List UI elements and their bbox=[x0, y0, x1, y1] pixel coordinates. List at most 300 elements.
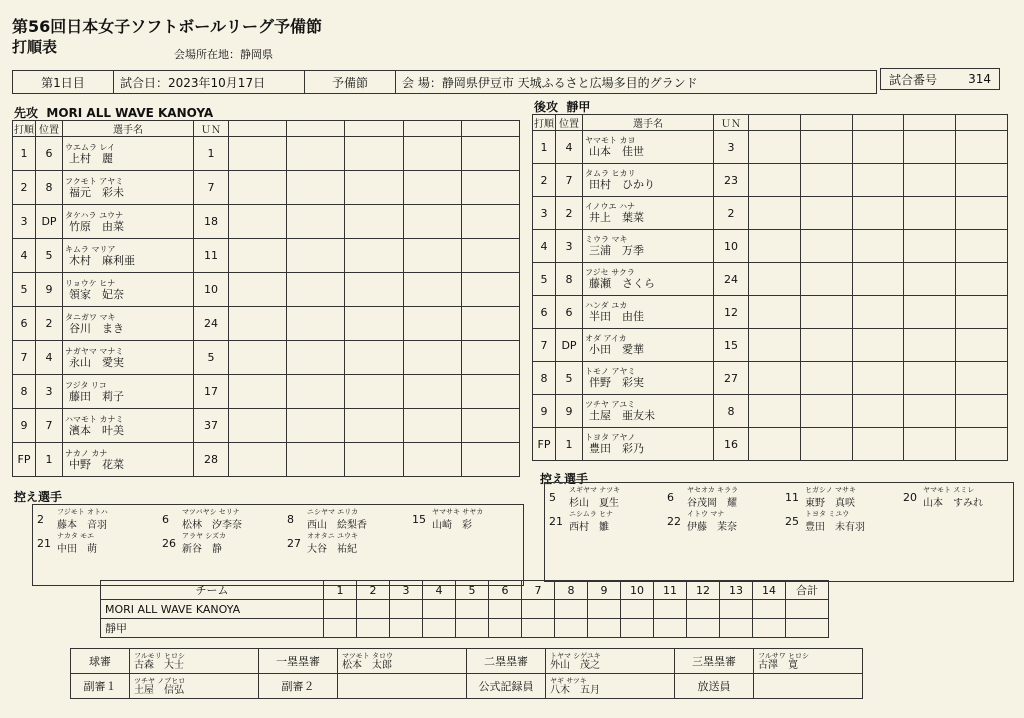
player-kana: ナガヤマ マナミ bbox=[65, 346, 124, 356]
player-kanji: 谷川 まき bbox=[69, 321, 124, 335]
player-name bbox=[63, 137, 194, 171]
inning-score bbox=[357, 619, 390, 638]
sub-player bbox=[162, 531, 281, 553]
sub1-umpire-kana: ツチヤ ノブヒロ bbox=[134, 676, 186, 685]
sub-number: 5 bbox=[549, 491, 556, 504]
inning-number: 3 bbox=[390, 581, 423, 600]
batting-order: 2 bbox=[533, 164, 556, 197]
table-row bbox=[13, 171, 520, 205]
player-name bbox=[63, 307, 194, 341]
inning-cell bbox=[749, 131, 801, 164]
inning-score bbox=[522, 619, 555, 638]
inning-score bbox=[456, 619, 489, 638]
inning-cell bbox=[904, 329, 956, 362]
batting-order: 3 bbox=[13, 205, 36, 239]
player-name bbox=[583, 230, 714, 263]
inning-cell bbox=[852, 197, 904, 230]
position: DP bbox=[556, 329, 583, 362]
first-umpire-label: 一塁塁審 bbox=[259, 649, 338, 674]
third-umpire-label: 三塁塁審 bbox=[675, 649, 754, 674]
player-kanji: 福元 彩未 bbox=[69, 185, 124, 199]
home-team-name: MORI ALL WAVE KANOYA bbox=[46, 106, 214, 120]
announcer-label: 放送員 bbox=[675, 674, 754, 699]
player-kanji: 土屋 亜友未 bbox=[589, 409, 655, 422]
inning-cell bbox=[403, 273, 461, 307]
player-kana: タムラ ヒカリ bbox=[585, 169, 636, 178]
sub-player bbox=[37, 507, 156, 529]
third-umpire bbox=[754, 649, 863, 674]
inning-cell bbox=[800, 362, 852, 395]
inning-score bbox=[423, 600, 456, 619]
batting-order: 7 bbox=[13, 341, 36, 375]
inning-cell bbox=[287, 171, 345, 205]
player-kana: ナカノ カナ bbox=[65, 448, 108, 458]
table-row bbox=[533, 197, 1008, 230]
home-subs-box bbox=[32, 504, 524, 586]
player-name bbox=[63, 273, 194, 307]
inning-cell bbox=[904, 131, 956, 164]
uniform-number: 23 bbox=[714, 164, 749, 197]
position: 4 bbox=[36, 341, 63, 375]
player-kanji: 田村 ひかり bbox=[589, 178, 655, 191]
sub-player bbox=[667, 485, 779, 507]
game-header bbox=[12, 70, 877, 94]
inning-number: 9 bbox=[588, 581, 621, 600]
player-kana: トヨタ アヤノ bbox=[585, 433, 636, 442]
position: 3 bbox=[556, 230, 583, 263]
sub-name: 山本 すみれ bbox=[923, 498, 983, 509]
inning-number: 11 bbox=[654, 581, 687, 600]
inning-cell bbox=[956, 395, 1008, 428]
un-col-header: ＵＮ bbox=[194, 121, 229, 137]
sub-number: 22 bbox=[667, 515, 681, 528]
inning-cell bbox=[287, 239, 345, 273]
inning-cell bbox=[904, 296, 956, 329]
inning-cell bbox=[345, 375, 403, 409]
batting-order: 8 bbox=[13, 375, 36, 409]
table-row bbox=[533, 164, 1008, 197]
inning-cell bbox=[229, 137, 287, 171]
first-umpire-name: 松本 太郎 bbox=[342, 659, 392, 671]
inning-cell bbox=[852, 164, 904, 197]
uniform-number: 10 bbox=[194, 273, 229, 307]
sub-number: 6 bbox=[162, 513, 169, 526]
inning-col-header bbox=[403, 121, 461, 137]
sub-player bbox=[412, 507, 531, 529]
inning-cell bbox=[800, 395, 852, 428]
inning-col-header bbox=[904, 115, 956, 131]
sub-player bbox=[903, 485, 1015, 507]
position: 8 bbox=[36, 171, 63, 205]
lineup-header-row bbox=[13, 121, 520, 137]
pos-col-header: 位置 bbox=[36, 121, 63, 137]
player-kana: フジセ サクラ bbox=[585, 268, 635, 277]
player-kana: イノウエ ハナ bbox=[585, 202, 636, 211]
uniform-number: 24 bbox=[194, 307, 229, 341]
sub-kana: トヨタ ミユウ bbox=[805, 510, 850, 518]
day-label: 第1日目 bbox=[41, 75, 85, 90]
inning-number: 13 bbox=[720, 581, 753, 600]
player-name bbox=[63, 375, 194, 409]
inning-score bbox=[555, 619, 588, 638]
total-score bbox=[786, 619, 829, 638]
sub-name: 中田 萌 bbox=[57, 544, 97, 555]
inning-cell bbox=[403, 341, 461, 375]
inning-cell bbox=[287, 375, 345, 409]
inning-score bbox=[489, 600, 522, 619]
inning-cell bbox=[345, 239, 403, 273]
inning-cell bbox=[956, 296, 1008, 329]
table-row bbox=[13, 409, 520, 443]
sub-player bbox=[785, 509, 897, 531]
inning-score bbox=[489, 619, 522, 638]
table-row bbox=[533, 329, 1008, 362]
player-kanji: 上村 麗 bbox=[69, 151, 113, 165]
inning-cell bbox=[229, 443, 287, 477]
name-col-header: 選手名 bbox=[583, 115, 714, 131]
away-subs-box bbox=[544, 482, 1014, 582]
inning-score bbox=[390, 600, 423, 619]
inning-cell bbox=[403, 307, 461, 341]
sub-name: 伊藤 茉奈 bbox=[687, 522, 737, 533]
table-row bbox=[13, 443, 520, 477]
player-kana: フジタ リコ bbox=[65, 380, 107, 390]
sub-player bbox=[287, 507, 406, 529]
sub-number: 6 bbox=[667, 491, 674, 504]
player-kana: キムラ マリア bbox=[65, 244, 116, 254]
inning-cell bbox=[403, 137, 461, 171]
inning-score bbox=[687, 619, 720, 638]
venue-prefecture: 会場所在地：静岡県 bbox=[174, 48, 273, 61]
sub-kana: フジモト オトハ bbox=[57, 508, 108, 516]
inning-score bbox=[588, 619, 621, 638]
position: 7 bbox=[36, 409, 63, 443]
sub-number: 27 bbox=[287, 537, 301, 550]
score-team-name: 靜甲 bbox=[101, 619, 324, 638]
position: 6 bbox=[556, 296, 583, 329]
scorer-name: 八木 五月 bbox=[550, 684, 600, 696]
section-cell bbox=[305, 71, 396, 93]
inning-cell bbox=[904, 263, 956, 296]
batting-order: 6 bbox=[13, 307, 36, 341]
sub-name: 松林 汐李奈 bbox=[182, 520, 242, 531]
inning-cell bbox=[403, 239, 461, 273]
inning-number: 2 bbox=[357, 581, 390, 600]
player-name bbox=[583, 329, 714, 362]
inning-cell bbox=[800, 263, 852, 296]
sub-kana: ニシヤマ エリカ bbox=[307, 508, 359, 516]
position: 5 bbox=[556, 362, 583, 395]
second-umpire-label: 二塁塁審 bbox=[467, 649, 546, 674]
inning-cell bbox=[229, 205, 287, 239]
position: DP bbox=[36, 205, 63, 239]
sub-player bbox=[287, 531, 406, 553]
table-row bbox=[13, 307, 520, 341]
sub2-umpire-label: 副審２ bbox=[259, 674, 338, 699]
batting-order: 3 bbox=[533, 197, 556, 230]
player-kanji: 中野 花菜 bbox=[69, 457, 124, 471]
first-umpire-kana: マツモト タロウ bbox=[342, 651, 394, 660]
sub-number: 21 bbox=[549, 515, 563, 528]
player-kanji: 木村 麻利亜 bbox=[69, 253, 135, 267]
sub2-umpire bbox=[338, 674, 467, 699]
inning-score bbox=[324, 619, 357, 638]
sub-name: 豊田 未有羽 bbox=[805, 522, 865, 533]
inning-cell bbox=[287, 137, 345, 171]
inning-score bbox=[654, 619, 687, 638]
player-kanji: 小田 愛華 bbox=[589, 343, 644, 356]
inning-score bbox=[588, 600, 621, 619]
inning-cell bbox=[229, 375, 287, 409]
sub-kana: アラヤ シズカ bbox=[182, 532, 227, 540]
sub-number: 11 bbox=[785, 491, 799, 504]
uniform-number: 16 bbox=[714, 428, 749, 461]
player-kana: ヤマモト カヨ bbox=[585, 136, 636, 145]
inning-score bbox=[357, 600, 390, 619]
day-cell bbox=[13, 71, 114, 93]
plate-umpire-name: 古森 大士 bbox=[134, 659, 184, 671]
sub-number: 21 bbox=[37, 537, 51, 550]
sub-kana: ヤセオカ キララ bbox=[687, 486, 739, 494]
team-col-header: チーム bbox=[101, 581, 324, 600]
uniform-number: 15 bbox=[714, 329, 749, 362]
player-kana: ハマモト カナミ bbox=[65, 414, 124, 424]
sub-name: 新谷 静 bbox=[182, 544, 222, 555]
table-row bbox=[533, 131, 1008, 164]
inning-cell bbox=[904, 395, 956, 428]
position: 1 bbox=[556, 428, 583, 461]
player-kanji: 井上 葉菜 bbox=[589, 211, 644, 224]
inning-cell bbox=[287, 409, 345, 443]
player-kana: オダ アイカ bbox=[585, 334, 627, 343]
table-row bbox=[13, 137, 520, 171]
inning-cell bbox=[345, 409, 403, 443]
sub-kana: マツバヤシ セリナ bbox=[182, 508, 240, 516]
player-kanji: 濱本 叶美 bbox=[69, 423, 124, 437]
sub-kana: ヒガシノ マサキ bbox=[805, 486, 856, 494]
inning-cell bbox=[287, 341, 345, 375]
inning-cell bbox=[345, 137, 403, 171]
inning-cell bbox=[229, 239, 287, 273]
venue-label: 会 場：静岡県伊豆市 天城ふるさと広場多目的グランド bbox=[402, 75, 698, 90]
second-umpire bbox=[546, 649, 675, 674]
away-team-name: 靜甲 bbox=[566, 100, 591, 114]
position: 7 bbox=[556, 164, 583, 197]
inning-cell bbox=[749, 164, 801, 197]
order-col-header: 打順 bbox=[13, 121, 36, 137]
inning-score bbox=[720, 619, 753, 638]
inning-cell bbox=[229, 307, 287, 341]
scorer bbox=[546, 674, 675, 699]
inning-cell bbox=[461, 205, 519, 239]
lineup-header-row bbox=[533, 115, 1008, 131]
sub-number: 15 bbox=[412, 513, 426, 526]
scorer-kana: ヤギ サツキ bbox=[550, 676, 587, 685]
sub-name: 杉山 夏生 bbox=[569, 498, 619, 509]
sub-kana: ニシムラ ヒナ bbox=[569, 510, 613, 518]
inning-cell bbox=[345, 307, 403, 341]
inning-cell bbox=[749, 197, 801, 230]
inning-score bbox=[720, 600, 753, 619]
player-kanji: 山本 佳世 bbox=[589, 145, 644, 158]
player-kana: リョウケ ヒナ bbox=[65, 278, 116, 288]
inning-number: 7 bbox=[522, 581, 555, 600]
sub-name: 谷茂岡 耀 bbox=[687, 498, 737, 509]
sub-kana: ヤマサキ サヤカ bbox=[432, 508, 484, 516]
inning-cell bbox=[345, 443, 403, 477]
inning-cell bbox=[904, 164, 956, 197]
table-row bbox=[13, 341, 520, 375]
inning-cell bbox=[345, 205, 403, 239]
inning-cell bbox=[461, 239, 519, 273]
table-row bbox=[533, 362, 1008, 395]
inning-score bbox=[654, 600, 687, 619]
inning-col-header bbox=[461, 121, 519, 137]
sub-player bbox=[37, 531, 156, 553]
uniform-number: 28 bbox=[194, 443, 229, 477]
batting-order: 4 bbox=[533, 230, 556, 263]
inning-cell bbox=[287, 307, 345, 341]
sub-player bbox=[785, 485, 897, 507]
inning-cell bbox=[403, 409, 461, 443]
sub-player bbox=[162, 507, 281, 529]
sub-kana: オオタニ ユウキ bbox=[307, 532, 359, 540]
sub1-umpire-name: 土屋 信弘 bbox=[134, 684, 184, 696]
inning-cell bbox=[956, 362, 1008, 395]
position: 4 bbox=[556, 131, 583, 164]
un-col-header: ＵＮ bbox=[714, 115, 749, 131]
inning-score bbox=[753, 600, 786, 619]
inning-number: 4 bbox=[423, 581, 456, 600]
table-row bbox=[13, 273, 520, 307]
inning-cell bbox=[852, 230, 904, 263]
section-label: 予備節 bbox=[331, 75, 368, 90]
sub-name: 西村 雛 bbox=[569, 522, 609, 533]
inning-cell bbox=[749, 362, 801, 395]
sub-kana: ナカタ モエ bbox=[57, 532, 95, 540]
sub1-umpire-label: 副審１ bbox=[71, 674, 130, 699]
sub-name: 山崎 彩 bbox=[432, 520, 472, 531]
position: 9 bbox=[36, 273, 63, 307]
player-kanji: 三浦 万季 bbox=[589, 244, 644, 257]
inning-cell bbox=[345, 273, 403, 307]
inning-score bbox=[423, 619, 456, 638]
player-name bbox=[63, 341, 194, 375]
batting-order: 2 bbox=[13, 171, 36, 205]
table-row bbox=[533, 296, 1008, 329]
player-name bbox=[583, 164, 714, 197]
inning-cell bbox=[852, 329, 904, 362]
position: 8 bbox=[556, 263, 583, 296]
uniform-number: 24 bbox=[714, 263, 749, 296]
announcer bbox=[754, 674, 863, 699]
position: 6 bbox=[36, 137, 63, 171]
home-team-heading bbox=[14, 104, 213, 121]
inning-cell bbox=[287, 443, 345, 477]
inning-cell bbox=[403, 443, 461, 477]
inning-cell bbox=[461, 137, 519, 171]
score-team-name: MORI ALL WAVE KANOYA bbox=[101, 600, 324, 619]
inning-number: 1 bbox=[324, 581, 357, 600]
batting-order: 4 bbox=[13, 239, 36, 273]
first-umpire bbox=[338, 649, 467, 674]
inning-number: 12 bbox=[687, 581, 720, 600]
sub-number: 20 bbox=[903, 491, 917, 504]
uniform-number: 10 bbox=[714, 230, 749, 263]
inning-score bbox=[687, 600, 720, 619]
batting-order: 1 bbox=[13, 137, 36, 171]
inning-cell bbox=[800, 329, 852, 362]
inning-cell bbox=[852, 395, 904, 428]
inning-cell bbox=[956, 263, 1008, 296]
sub-number: 2 bbox=[37, 513, 44, 526]
away-subs-title: 控え選手 bbox=[540, 472, 589, 486]
player-kanji: 領家 妃奈 bbox=[69, 287, 124, 301]
inning-cell bbox=[749, 395, 801, 428]
uniform-number: 3 bbox=[714, 131, 749, 164]
table-row bbox=[533, 428, 1008, 461]
sub-player bbox=[549, 509, 661, 531]
player-kanji: 半田 由佳 bbox=[589, 310, 644, 323]
player-kana: タニガワ マキ bbox=[65, 312, 116, 322]
uniform-number: 17 bbox=[194, 375, 229, 409]
player-name bbox=[583, 395, 714, 428]
scorer-label: 公式記録員 bbox=[467, 674, 546, 699]
inning-cell bbox=[749, 329, 801, 362]
venue-cell bbox=[396, 74, 876, 91]
inning-cell bbox=[904, 197, 956, 230]
inning-cell bbox=[403, 375, 461, 409]
sub1-umpire bbox=[130, 674, 259, 699]
score-row bbox=[101, 619, 829, 638]
home-lineup-table bbox=[12, 120, 520, 477]
inning-score bbox=[555, 600, 588, 619]
player-name bbox=[583, 296, 714, 329]
inning-cell bbox=[461, 375, 519, 409]
uniform-number: 18 bbox=[194, 205, 229, 239]
home-subs-title: 控え選手 bbox=[14, 490, 63, 504]
position: 5 bbox=[36, 239, 63, 273]
inning-score bbox=[324, 600, 357, 619]
sub-kana: イトウ マナ bbox=[687, 510, 725, 518]
sub-number: 25 bbox=[785, 515, 799, 528]
inning-score bbox=[621, 600, 654, 619]
player-name bbox=[583, 428, 714, 461]
game-number-label: 試合番号 bbox=[889, 72, 938, 87]
away-team-heading bbox=[534, 98, 590, 115]
inning-col-header bbox=[956, 115, 1008, 131]
away-lineup-table bbox=[532, 114, 1008, 461]
inning-cell bbox=[229, 341, 287, 375]
inning-number: 10 bbox=[621, 581, 654, 600]
batting-order: 8 bbox=[533, 362, 556, 395]
total-col-header: 合計 bbox=[786, 581, 829, 600]
inning-number: 5 bbox=[456, 581, 489, 600]
third-umpire-name: 古澤 寛 bbox=[758, 659, 798, 671]
sub-kana: ヤマモト スミレ bbox=[923, 486, 975, 494]
inning-cell bbox=[904, 230, 956, 263]
inning-cell bbox=[287, 273, 345, 307]
inning-cell bbox=[956, 428, 1008, 461]
player-kana: フクモト アヤミ bbox=[65, 176, 124, 186]
sub-name: 藤本 音羽 bbox=[57, 520, 107, 531]
inning-cell bbox=[956, 131, 1008, 164]
plate-umpire bbox=[130, 649, 259, 674]
inning-cell bbox=[345, 341, 403, 375]
inning-number: 8 bbox=[555, 581, 588, 600]
sub-name: 西山 絵梨香 bbox=[307, 520, 367, 531]
inning-cell bbox=[461, 273, 519, 307]
